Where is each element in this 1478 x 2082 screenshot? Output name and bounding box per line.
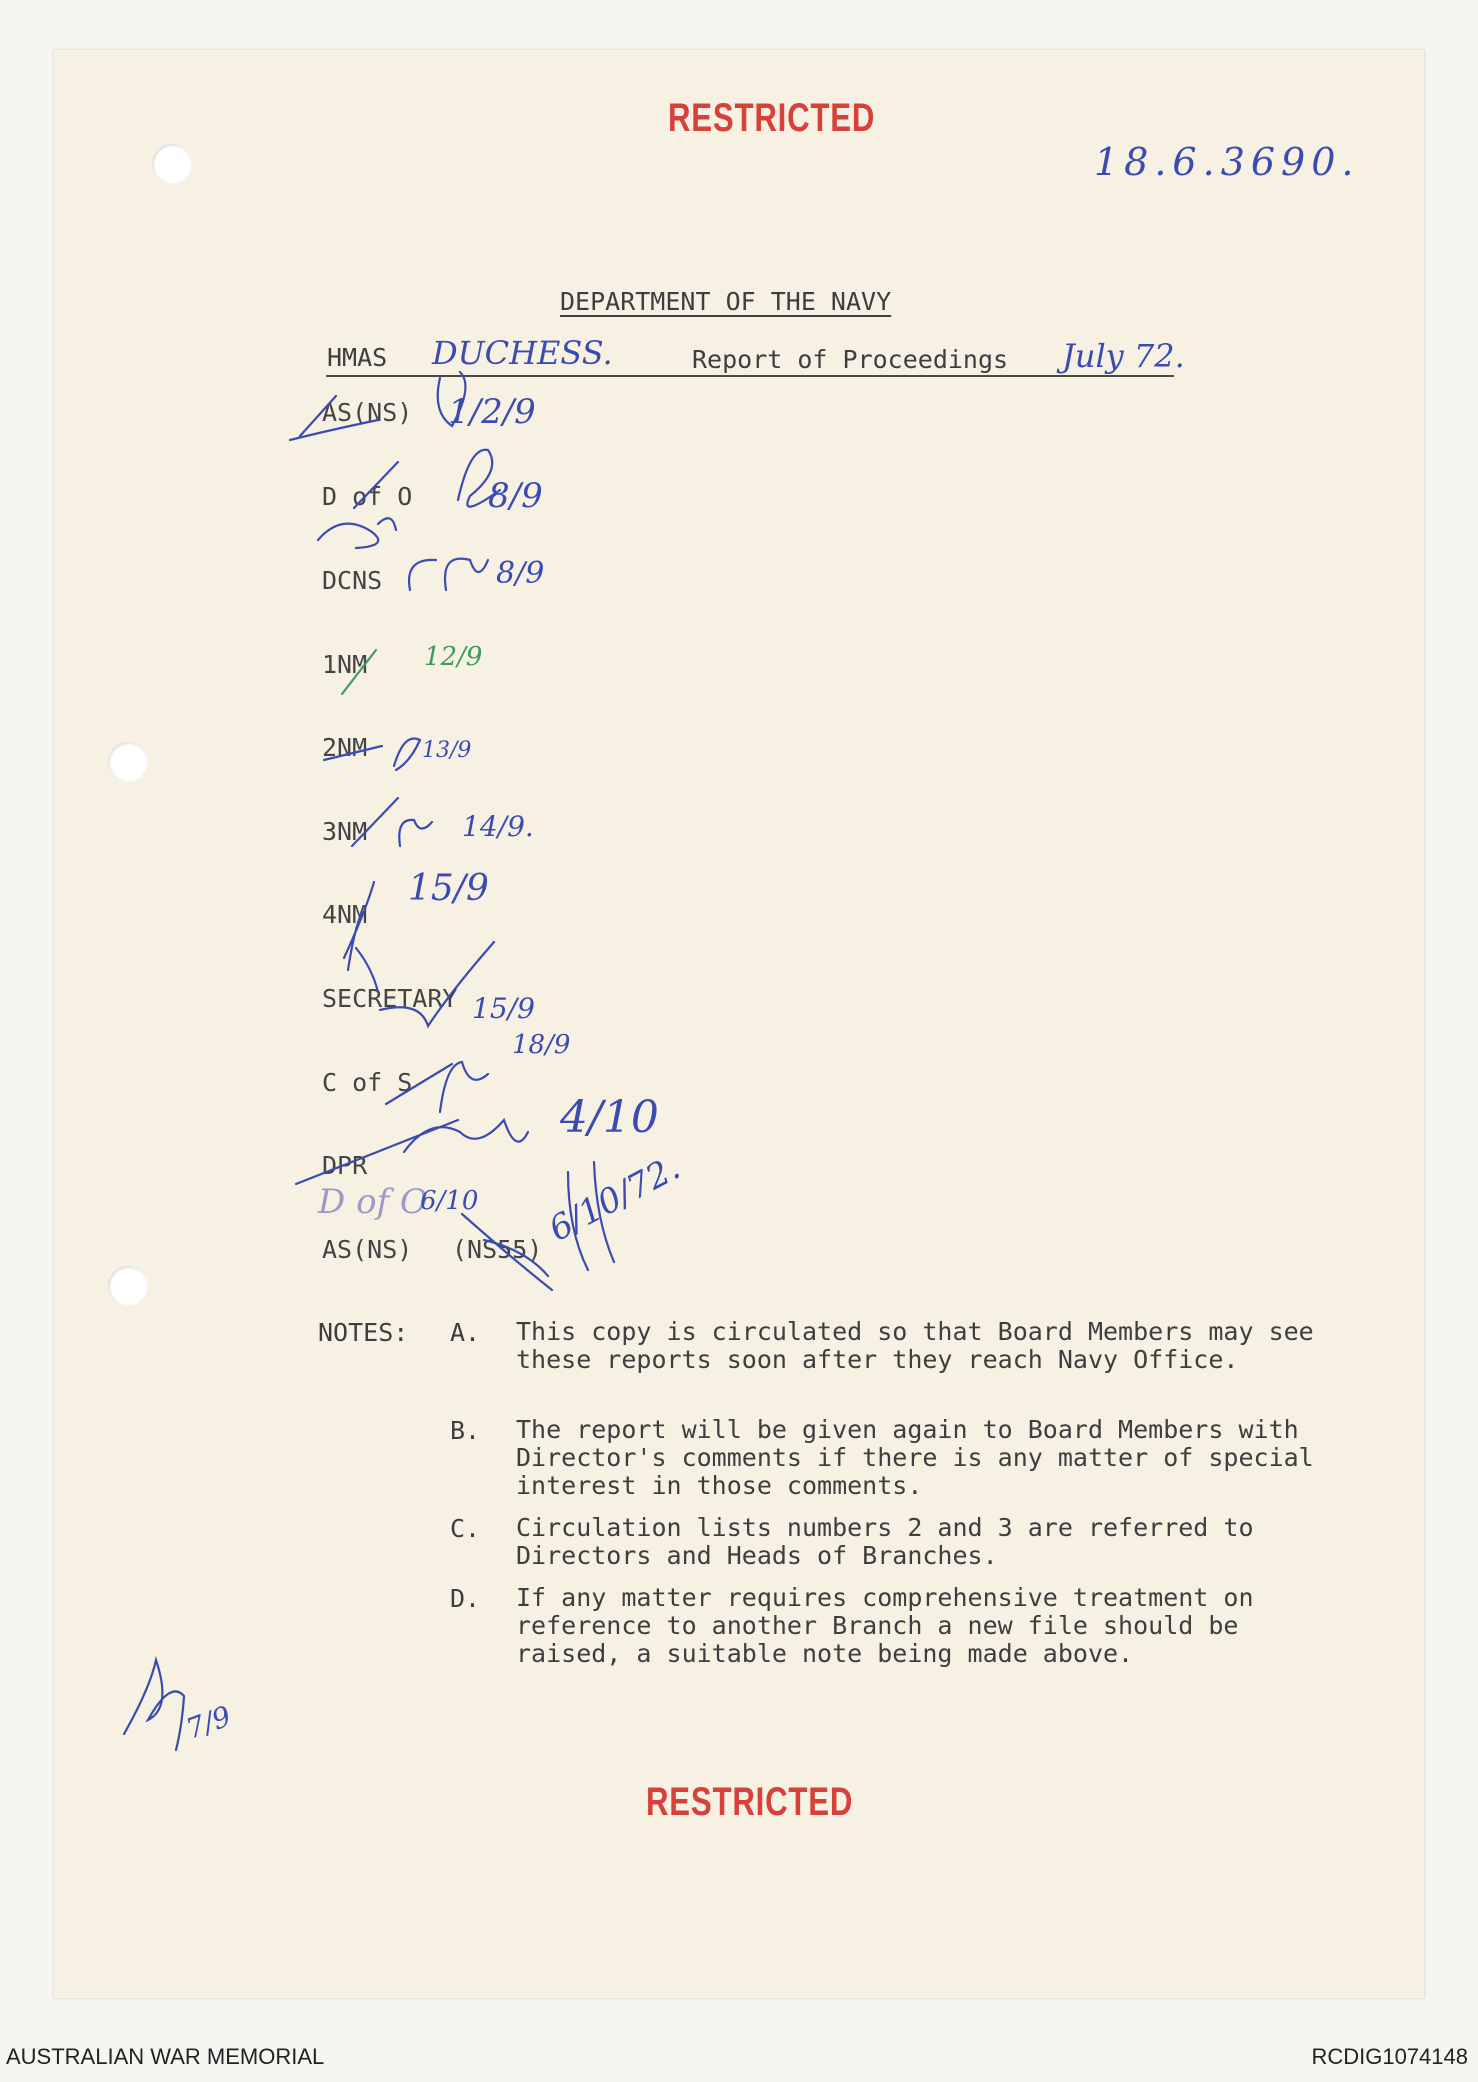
initial-dpr: 4/10: [560, 1092, 659, 1143]
initial-dcns: 8/9: [496, 556, 545, 591]
note-letter: B.: [450, 1416, 481, 1445]
initial-2nm: 13/9: [422, 738, 472, 763]
scribble-d-of-o: [354, 450, 500, 508]
scribble-secretary: [356, 942, 494, 1026]
initial-3nm: 14/9.: [462, 810, 534, 843]
margin-date: 7/9: [181, 1699, 236, 1746]
note-letter: A.: [450, 1318, 481, 1347]
scribble-d-o-left: [318, 518, 396, 548]
restricted-stamp-top: RESTRICTED: [668, 96, 876, 140]
handwritten-d-of-o-date: 6/10: [420, 1186, 479, 1216]
initial-as-ns-final: 6/10/72.: [542, 1147, 687, 1250]
initial-secretary: 15/9: [472, 992, 535, 1025]
routing-label-3nm: 3NM: [322, 817, 368, 846]
scribble-margin: [124, 1660, 184, 1750]
scribble-2nm: [324, 738, 420, 770]
ship-prefix: HMAS: [327, 343, 388, 372]
note-letter: D.: [450, 1584, 481, 1613]
notes-label: NOTES:: [318, 1318, 409, 1347]
initial-1nm: 12/9: [424, 642, 483, 672]
note-text: Circulation lists numbers 2 and 3 are referred to Directors and Heads of Branches.: [516, 1513, 1254, 1570]
routing-label-4nm: 4NM: [322, 900, 368, 929]
scribble-as-ns-final: [462, 1162, 614, 1290]
routing-label-dpr: DPR: [322, 1151, 368, 1180]
reference-number: 18.6.3690.: [1094, 140, 1360, 184]
initial-4nm: 15/9: [408, 868, 489, 909]
routing-label-dcns: DCNS: [322, 566, 383, 595]
footer-right: RCDIG1074148: [1311, 2044, 1468, 2069]
routing-label-secretary: SECRETARY: [322, 984, 458, 1013]
ship-name: DUCHESS.: [432, 334, 613, 372]
routing-label-as-ns: AS(NS): [322, 398, 413, 427]
routing-label-d-of-o: D of O: [322, 482, 413, 511]
initial-c-of-s: 18/9: [512, 1030, 571, 1060]
restricted-stamp-bottom: RESTRICTED: [646, 1780, 854, 1824]
routing-label-2nm: 2NM: [322, 733, 368, 762]
routing-label-c-of-s: C of S: [322, 1068, 413, 1097]
routing-label-as-ns-final: AS(NS): [322, 1235, 413, 1264]
handwritten-d-of-o: D of O: [318, 1182, 428, 1222]
initial-d-of-o: 8/9: [488, 476, 543, 516]
report-month: July 72.: [1062, 337, 1185, 375]
scribble-dcns: [409, 559, 488, 590]
scribble-dpr: [296, 1120, 528, 1184]
routing-label-ns55: (NS55): [452, 1235, 543, 1264]
scribble-c-of-s: [386, 1062, 488, 1112]
scribble-as-ns: [290, 372, 465, 440]
note-letter: C.: [450, 1514, 481, 1543]
scribble-1nm: [342, 650, 376, 694]
scribble-3nm: [352, 798, 432, 846]
initial-as-ns: 1/2/9: [448, 392, 536, 432]
footer-left: AUSTRALIAN WAR MEMORIAL: [6, 2044, 325, 2069]
note-text: If any matter requires comprehensive treatment on reference to another Branch a new file should be raised, a suitable note being made above.: [516, 1583, 1254, 1668]
scribble-4nm: [344, 882, 374, 970]
report-label: Report of Proceedings: [692, 345, 1009, 374]
note-text: This copy is circulated so that Board Members may see these reports soon after they reach Navy Office.: [516, 1317, 1314, 1374]
routing-label-1nm: 1NM: [322, 650, 368, 679]
note-text: The report will be given again to Board Members with Director's comments if there is any matter of special interest in those comments.: [516, 1415, 1314, 1500]
department-title: DEPARTMENT OF THE NAVY: [560, 287, 892, 316]
